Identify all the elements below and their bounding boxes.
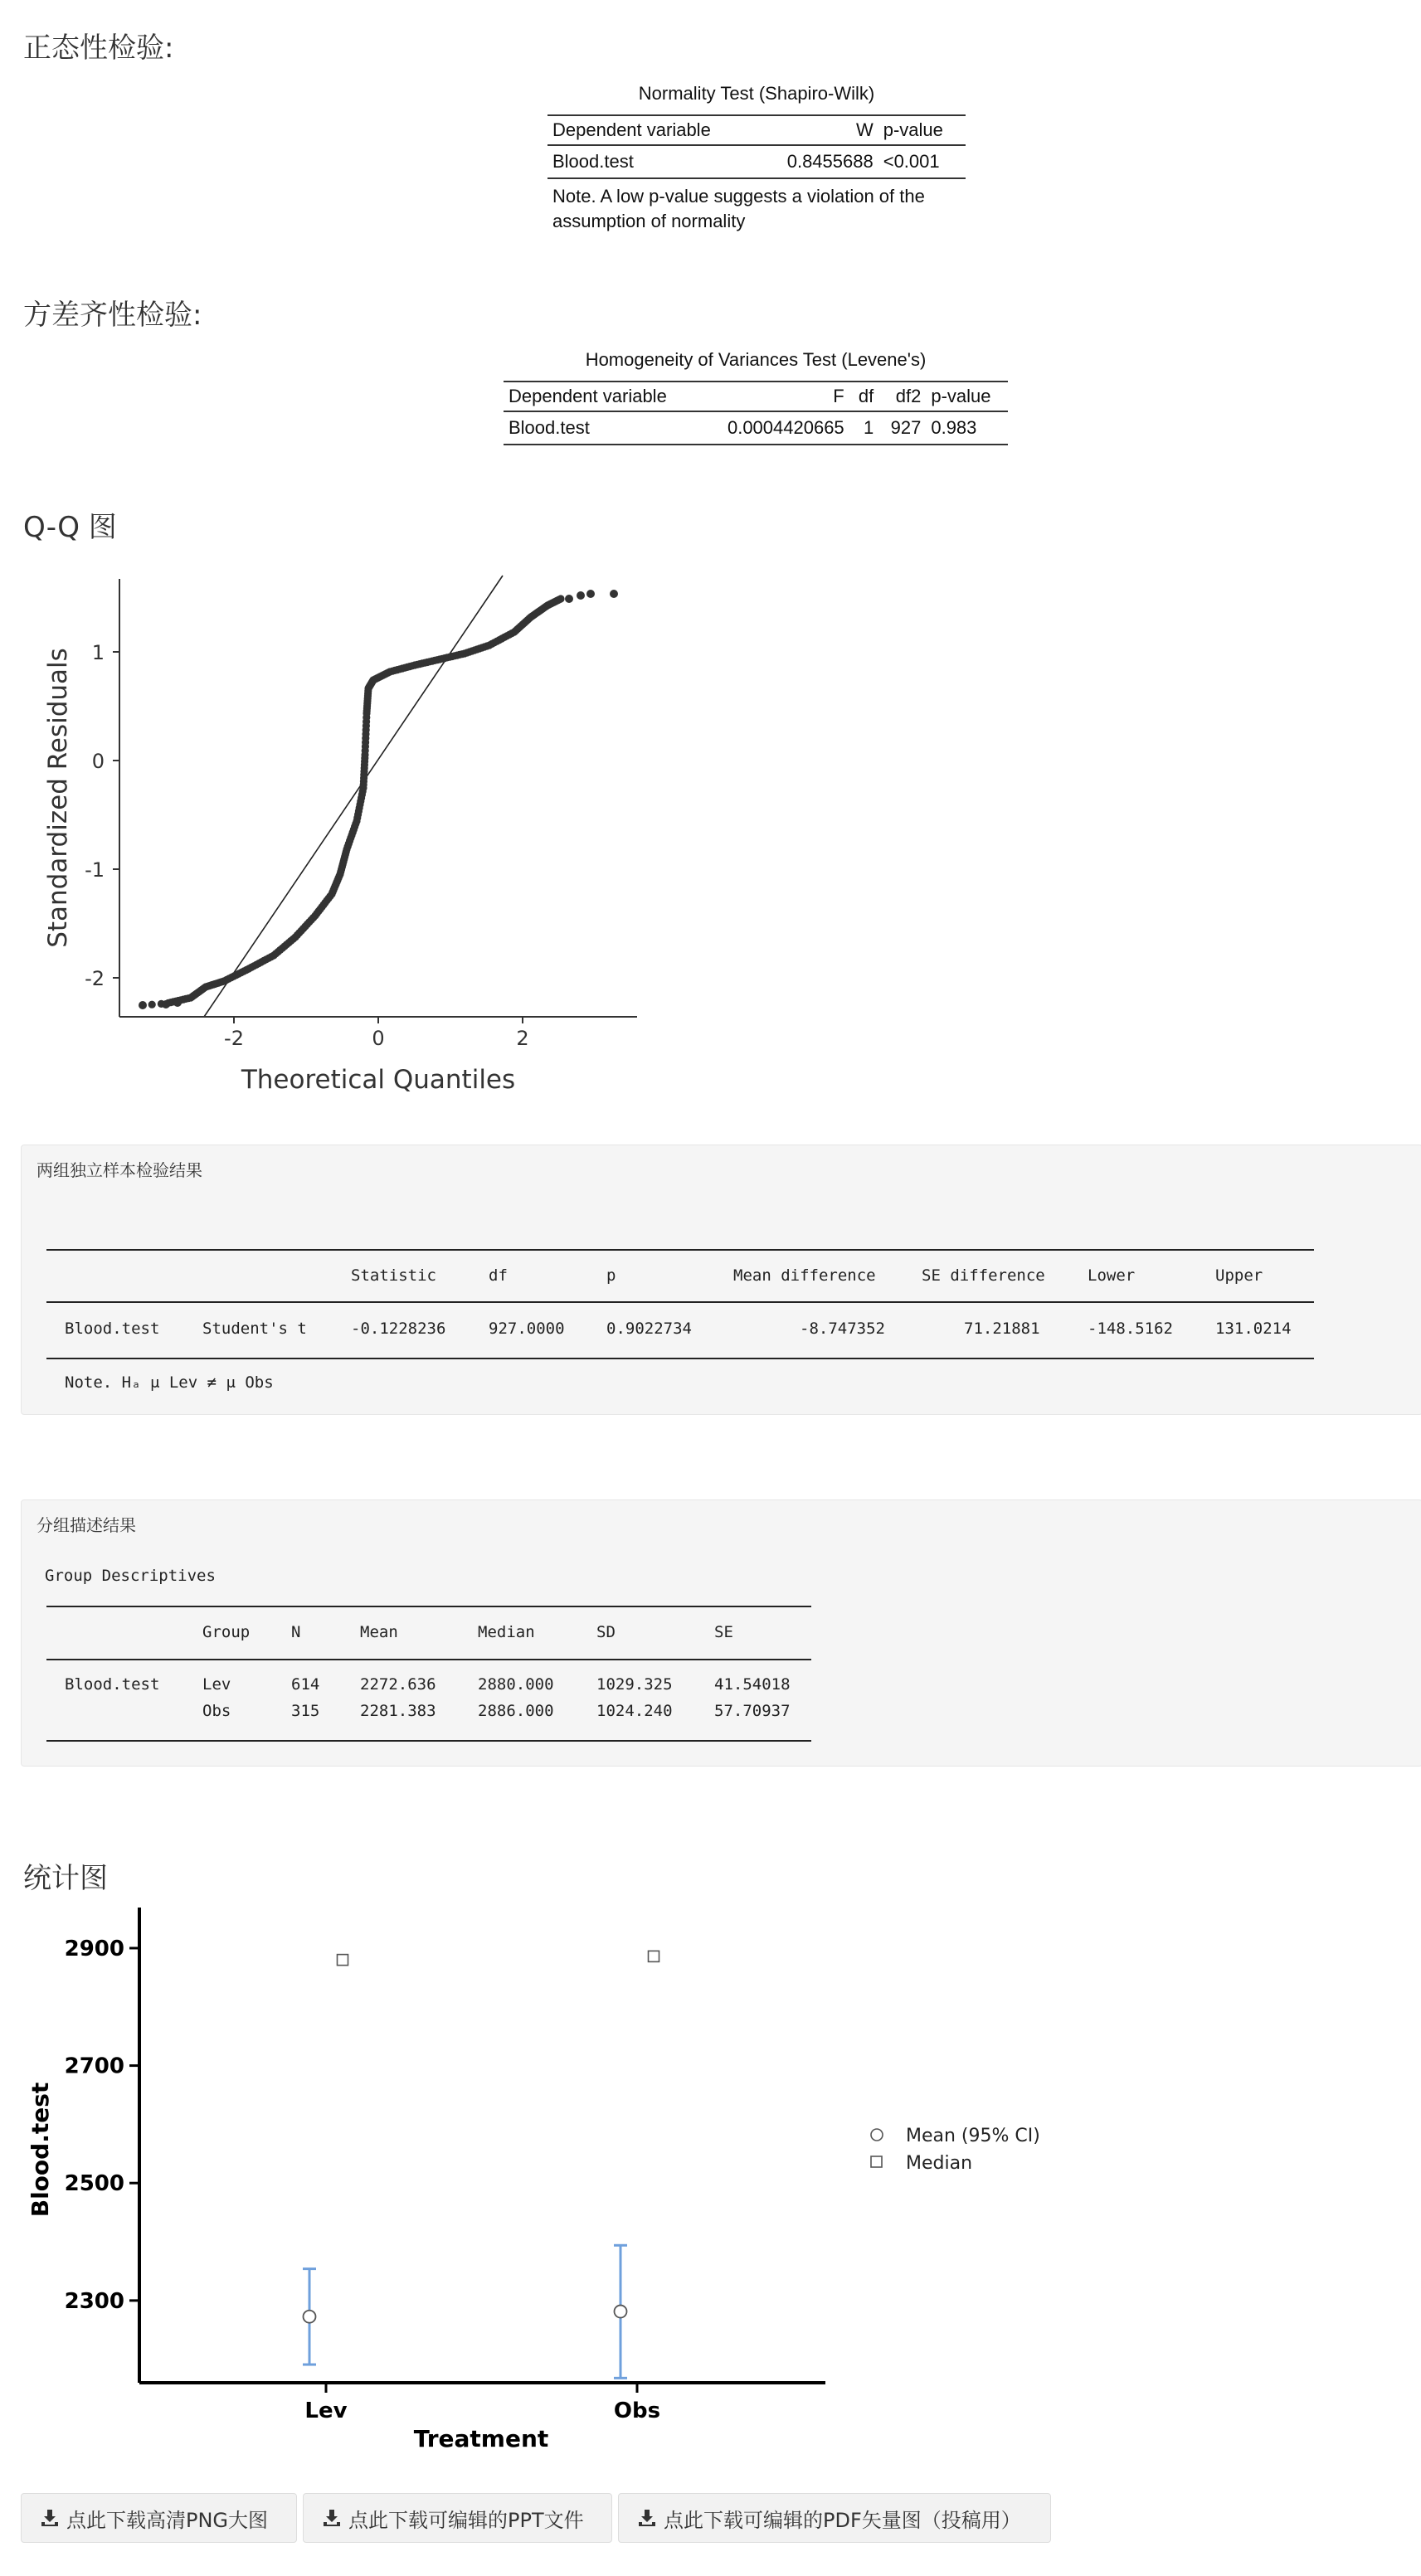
cell-df: 927.0000 <box>489 1320 565 1338</box>
qq-point <box>577 591 585 600</box>
cell-lower: -148.5162 <box>1088 1320 1173 1338</box>
cell-group: Lev <box>202 1675 231 1694</box>
col-f: F <box>701 382 849 411</box>
col-lower: Lower <box>1088 1266 1136 1285</box>
col-median: Median <box>478 1623 535 1641</box>
col-dependent-variable: Dependent variable <box>547 115 758 145</box>
col-p: p <box>606 1266 616 1285</box>
qq-point <box>586 590 595 598</box>
cell-p-value: 0.983 <box>926 411 1008 445</box>
stat-chart <box>0 1899 1078 2463</box>
download-icon <box>322 2508 342 2528</box>
mean-point <box>304 2311 316 2323</box>
col-df: df <box>489 1266 508 1285</box>
col-df2: df2 <box>878 382 926 411</box>
cell-sd: 1029.325 <box>596 1675 673 1694</box>
qq-x-axis-title: Theoretical Quantiles <box>241 1065 516 1095</box>
legend-median-icon <box>871 2156 882 2167</box>
cell-statistic: -0.1228236 <box>351 1320 446 1338</box>
desc-subtitle: Group Descriptives <box>45 1567 216 1585</box>
mean-point <box>615 2306 627 2318</box>
levene-table-caption: Homogeneity of Variances Test (Levene's) <box>585 349 927 370</box>
cell-n: 315 <box>291 1702 320 1720</box>
download-icon <box>637 2508 657 2528</box>
qq-y-tick-label: 0 <box>91 750 105 773</box>
chart-y-tick-label: 2300 <box>64 2288 124 2314</box>
cell-variable: Blood.test <box>65 1675 160 1694</box>
chart-axes <box>65 1908 825 2423</box>
legend-median-label: Median <box>906 2153 973 2174</box>
col-df: df <box>849 382 879 411</box>
chart-x-tick-label: Lev <box>304 2399 348 2423</box>
cell-test: Student's t <box>202 1320 307 1338</box>
qq-x-tick-label: -2 <box>224 1027 244 1050</box>
qq-y-tick-label: -2 <box>85 967 105 990</box>
qq-y-tick-label: -1 <box>85 858 105 882</box>
cell-df: 1 <box>849 411 879 445</box>
qq-x-tick-label: 0 <box>372 1027 385 1050</box>
chart-x-axis-title: Treatment <box>413 2425 549 2452</box>
download-png-label: 点此下载高清PNG大图 <box>66 2508 269 2532</box>
cell-f: 0.0004420665 <box>701 411 849 445</box>
cell-upper: 131.0214 <box>1215 1320 1292 1338</box>
download-ppt-label: 点此下载可编辑的PPT文件 <box>348 2508 584 2532</box>
qq-point <box>139 1001 147 1009</box>
qq-point <box>173 999 182 1007</box>
col-p-value: p-value <box>878 115 966 145</box>
qq-point <box>557 595 564 602</box>
section-title-chart: 统计图 <box>23 1862 108 1895</box>
normality-table <box>547 83 966 239</box>
descriptives-result-box <box>21 1499 1421 1767</box>
cell-p: 0.9022734 <box>606 1320 692 1338</box>
cell-mean: 2272.636 <box>360 1675 436 1694</box>
chart-y-tick-label: 2900 <box>64 1936 124 1961</box>
cell-se-difference: 71.21881 <box>964 1320 1040 1338</box>
cell-sd: 1024.240 <box>596 1702 673 1720</box>
col-sd: SD <box>596 1623 616 1641</box>
col-n: N <box>291 1623 301 1641</box>
legend-mean-icon <box>871 2129 883 2141</box>
chart-x-tick-label: Obs <box>613 2399 661 2423</box>
cell-df2: 927 <box>878 411 926 445</box>
download-pdf-label: 点此下载可编辑的PDF矢量图（投稿用） <box>664 2508 1021 2532</box>
qq-y-tick-label: 1 <box>91 641 105 664</box>
legend-mean-label: Mean (95% CI) <box>906 2126 1040 2146</box>
cell-variable: Blood.test <box>65 1320 160 1338</box>
cell-mean-difference: -8.747352 <box>800 1320 885 1338</box>
cell-group: Obs <box>202 1702 231 1720</box>
cell-w: 0.8455688 <box>758 145 878 178</box>
download-pdf-button[interactable] <box>618 2493 1051 2543</box>
col-mean-difference: Mean difference <box>733 1266 876 1285</box>
col-se: SE <box>714 1623 733 1641</box>
col-dependent-variable: Dependent variable <box>504 382 701 411</box>
ttest-result-box <box>21 1145 1421 1415</box>
chart-legend <box>871 2126 1040 2174</box>
median-point <box>649 1951 659 1961</box>
chart-marks <box>303 1951 659 2378</box>
qq-points <box>139 590 618 1009</box>
qq-point <box>610 590 618 598</box>
section-title-qq: Q-Q 图 <box>23 511 117 544</box>
median-point <box>338 1955 348 1966</box>
col-upper: Upper <box>1215 1266 1263 1285</box>
chart-y-tick-label: 2700 <box>64 2054 124 2079</box>
col-se-difference: SE difference <box>922 1266 1045 1285</box>
cell-variable: Blood.test <box>504 411 701 445</box>
cell-median: 2880.000 <box>478 1675 554 1694</box>
download-icon <box>40 2508 60 2528</box>
cell-p-value: <0.001 <box>878 145 966 178</box>
normality-table-caption: Normality Test (Shapiro-Wilk) <box>638 83 875 104</box>
cell-n: 614 <box>291 1675 320 1694</box>
cell-mean: 2281.383 <box>360 1702 436 1720</box>
qq-reference-line <box>204 576 503 1017</box>
ttest-note: Note. Hₐ μ Lev ≠ μ Obs <box>65 1373 274 1392</box>
qq-point <box>565 595 573 603</box>
levene-table <box>504 349 1008 445</box>
qq-x-tick-label: 2 <box>516 1027 529 1050</box>
qq-y-axis-title: Standardized Residuals <box>43 648 73 948</box>
desc-box-title: 分组描述结果 <box>36 1515 136 1535</box>
qq-plot <box>0 564 664 1111</box>
download-png-button[interactable] <box>21 2493 297 2543</box>
download-ppt-button[interactable] <box>303 2493 612 2543</box>
qq-point <box>148 1001 156 1009</box>
normality-note: Note. A low p-value suggests a violation of the assumption of normality <box>552 186 925 231</box>
qq-point <box>162 1000 170 1009</box>
cell-se: 57.70937 <box>714 1702 791 1720</box>
cell-variable: Blood.test <box>547 145 758 178</box>
col-p-value: p-value <box>926 382 1008 411</box>
section-title-homogeneity: 方差齐性检验: <box>23 299 202 332</box>
section-title-normality: 正态性检验: <box>23 32 174 65</box>
cell-median: 2886.000 <box>478 1702 554 1720</box>
col-mean: Mean <box>360 1623 398 1641</box>
col-statistic: Statistic <box>351 1266 436 1285</box>
col-w: W <box>758 115 878 145</box>
chart-y-axis-title: Blood.test <box>27 2082 54 2218</box>
ttest-box-title: 两组独立样本检验结果 <box>36 1160 202 1180</box>
chart-y-tick-label: 2500 <box>64 2171 124 2197</box>
cell-se: 41.54018 <box>714 1675 791 1694</box>
col-group: Group <box>202 1623 251 1641</box>
